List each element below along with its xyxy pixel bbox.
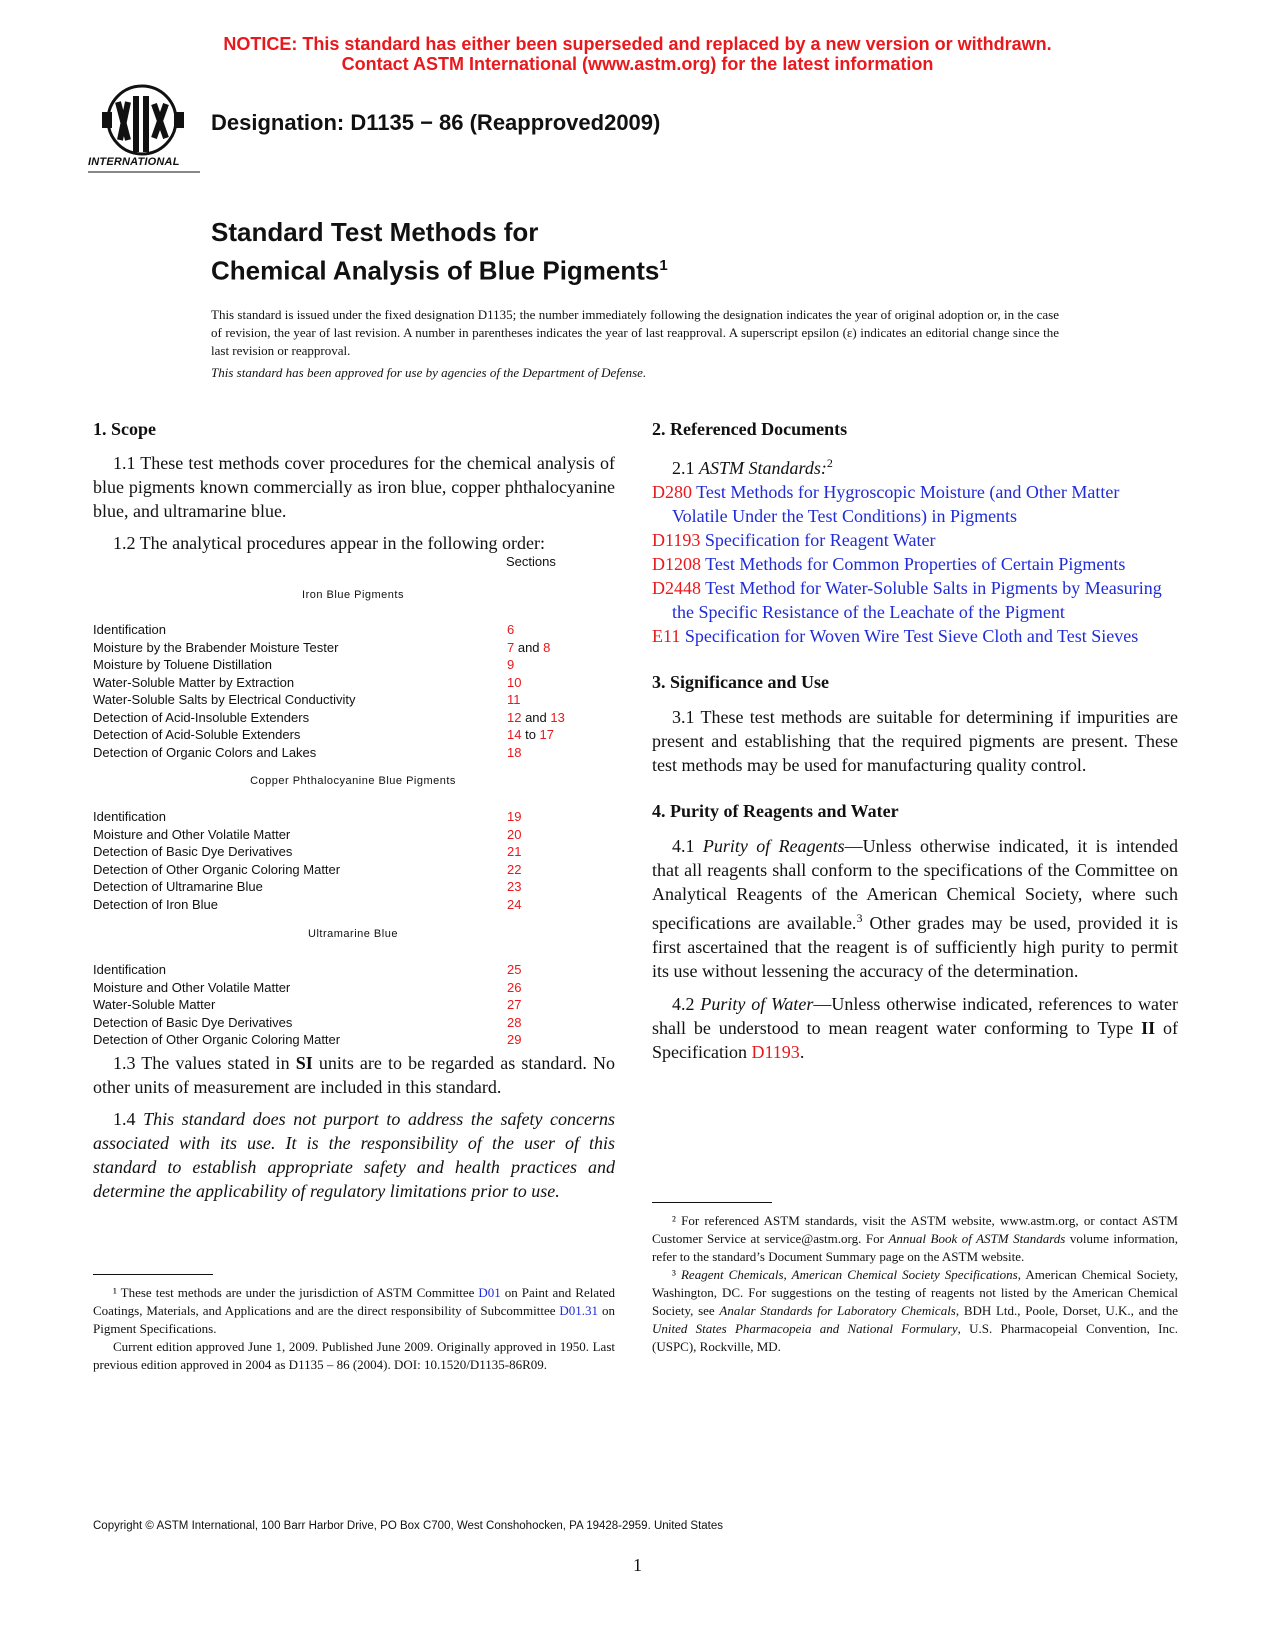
purity-heading: 4. Purity of Reagents and Water [652,801,899,821]
astm-standards-label: 2.1 ASTM Standards:$^2$ [672,456,833,478]
section-link[interactable]: 21 [507,844,522,859]
section-link[interactable]: 19 [507,809,522,824]
issuance-note: This standard is issued under the fixed designation D1135; the number immediately following the designation indicates the year of original adoption or, in the case of revision, the year of last revision. A number in parentheses indicates the year of last reapproval. A superscript epsilon (ε) indicates an editorial change since the last revision or reapproval. [211,307,1059,358]
committee-link[interactable]: D01 [478,1285,501,1300]
section-link[interactable]: 11 [507,692,521,707]
referenced-list [652,480,1178,648]
ref-code-link[interactable]: D1193 [652,530,701,550]
list-item [652,552,1178,576]
group-title-copper-phthalocyanine: Copper Phthalocyanine Blue Pigments [250,775,456,787]
section-link[interactable]: 12 [507,709,522,725]
ref-title-link[interactable]: Specification for Woven Wire Test Sieve Cloth and Test Sieves [680,626,1139,646]
table-row: Water-Soluble Matter by Extraction 10 [93,674,522,690]
section-link[interactable]: 25 [507,962,522,977]
table-row: Identification 25 [93,962,522,977]
section-link[interactable]: 29 [507,1032,522,1047]
scope-section [93,417,615,555]
procedure-table-iron-blue [93,621,613,761]
page-number: 1 [633,1555,642,1575]
ref-title-link[interactable]: Test Methods for Hygroscopic Moisture (and Other Matter Volatile Under the Test Conditions) in Pigments [672,482,1120,526]
list-item [652,528,1178,552]
scope-1-3: 1.3 The values stated in SI units are to be regarded as standard. No other units of measurement are included in this standard. [93,1053,615,1097]
list-item [652,576,1178,624]
table-row: Detection of Other Organic Coloring Matter 22 [93,861,522,877]
footnote-3: ³ Reagent Chemicals, American Chemical Society Specifications, American Chemical Society, Washington, DC. For suggestions on the testing of reagents not listed by the American Chemical Society, see Analar Standards for Laboratory Chemicals, BDH Ltd., Poole, Dorset, U.K., and the United States Pharmacopeia and National Formulary, U.S. Pharmacopeial Convention, Inc. (USPC), Rockville, MD. [652,1267,1178,1354]
section-link[interactable]: 8 [543,639,551,655]
purity-4-2: 4.2 Purity of Water—Unless otherwise indicated, references to water shall be understood to mean reagent water conforming to Type II of Specification D1193. [652,994,1179,1062]
scope-1-4: 1.4 This standard does not purport to address the safety concerns associated with its use. It is the responsibility of the user of this standard to establish appropriate safety and health practices and determine the applicability of regulatory limitations prior to use. [93,1109,616,1201]
significance-3-1: 3.1 These test methods are suitable for determining if impurities are present and establishing that the required pigments are present. These test methods may be used for manufacturing quality control. [652,707,1178,775]
table-row: Water-Soluble Salts by Electrical Conductivity 11 [93,692,521,707]
referenced-heading: 2. Referenced Documents [652,419,848,439]
title-footnote-ref: 1 [659,257,668,274]
title-line-1: Standard Test Methods for [211,217,539,247]
section-link[interactable]: 13 [550,709,565,725]
purity-4-1: 4.1 Purity of Reagents—Unless otherwise indicated, it is intended that all reagents shall conform to the specifications of the Committee on Analytical Reagents of the American Chemical Society, where such specifications are available.$^3$ Other grades may be used, provided it is first ascertained that the reagent is of sufficiently high purity to permit its use without lessening the accuracy of the determination. [652,836,1179,981]
section-link[interactable]: 24 [507,896,522,912]
ref-title-link[interactable]: Specification for Reagent Water [700,530,936,550]
notice-banner [0,34,1275,74]
section-link[interactable]: 18 [507,744,522,760]
scope-1-1: 1.1 These test methods cover procedures for the chemical analysis of blue pigments known commercially as iron blue, copper phthalocyanine blue, and ultramarine blue. [93,453,615,521]
document-title [211,216,668,288]
section-link[interactable]: 22 [507,861,522,877]
scope-heading: 1. Scope [93,419,156,439]
notice-line-1: NOTICE: This standard has either been superseded and replaced by a new version or withdrawn. [223,34,1052,54]
footnote-2: ² For referenced ASTM standards, visit the ASTM website, www.astm.org, or contact ASTM Customer Service at service@astm.org. For Annual Book of ASTM Standards volume information, refer to the standard’s Document Summary page on the ASTM website. [652,1213,1179,1264]
table-row: Moisture and Other Volatile Matter 26 [93,979,522,995]
right-column [652,417,1178,1064]
table-row: Identification 19 [93,809,522,824]
procedure-table-ultramarine [93,961,613,1049]
section-link[interactable]: 7 [507,639,515,655]
table-row: Detection of Acid-Soluble Extenders 14 to 17 [93,727,555,742]
sections-label: Sections [506,554,556,569]
footnote-1: ¹ These test methods are under the jurisdiction of ASTM Committee D01 on Paint and Related Coatings, Materials, and Applications and are the direct responsibility of Subcommittee D01.31 on Pigment Specifications. Current edition approved June 1, 2009. Published June 2009. Originally approved in 1950. Last previous edition approved in 2004 as D1135 – 86 (2004). DOI: 10.1520/D1135-86R09. [93,1285,615,1372]
table-row: Water-Soluble Matter 27 [93,997,522,1012]
ref-code-link[interactable]: D2448 [652,578,701,598]
section-link[interactable]: 28 [507,1014,522,1030]
table-row: Detection of Other Organic Coloring Matter 29 [93,1032,522,1047]
footnote-divider-right [652,1202,772,1203]
list-item [652,624,1178,648]
right-footnotes [652,1212,1178,1356]
title-line-2: Chemical Analysis of Blue Pigments$^1$ [211,255,668,286]
group-title-iron-blue: Iron Blue Pigments [302,589,404,601]
section-link[interactable]: 27 [507,997,522,1012]
table-row: Detection of Acid-Insoluble Extenders 12 and 13 [93,709,565,725]
section-link[interactable]: 20 [507,826,522,842]
group-title-ultramarine: Ultramarine Blue [308,928,398,940]
ref-title-link[interactable]: Test Methods for Common Properties of Certain Pigments [701,554,1126,574]
table-row: Moisture by Toluene Distillation 9 [93,657,515,672]
scope-1-2: 1.2 The analytical procedures appear in the following order: [113,533,546,553]
section-link[interactable]: 17 [539,727,555,742]
section-link[interactable]: 6 [507,622,515,637]
table-row: Identification 6 [93,622,515,637]
ref-code-link[interactable]: E11 [652,626,681,646]
astm-logo [88,82,200,180]
table-row: Detection of Ultramarine Blue 23 [93,879,522,894]
significance-heading: 3. Significance and Use [652,672,830,692]
logo-text: INTERNATIONAL [88,156,180,168]
subcommittee-link[interactable]: D01.31 [559,1303,599,1318]
table-row: Detection of Organic Colors and Lakes 18 [93,744,522,760]
dod-approval-note: This standard has been approved for use by agencies of the Department of Defense. [211,365,647,380]
scope-continued [93,1051,615,1203]
table-row: Detection of Basic Dye Derivatives 28 [93,1014,522,1030]
procedure-table-copper-phthalocyanine [93,808,613,913]
footnote-divider-left [93,1274,213,1275]
section-link[interactable]: 26 [507,979,522,995]
d1193-link[interactable]: D1193 [751,1042,800,1062]
ref-code-link[interactable]: D280 [652,482,692,502]
table-row: Detection of Iron Blue 24 [93,896,522,912]
section-link[interactable]: 9 [507,657,515,672]
list-item [652,480,1178,528]
section-link[interactable]: 10 [507,674,522,690]
table-row: Moisture and Other Volatile Matter 20 [93,826,522,842]
table-row: Moisture by the Brabender Moisture Tester 7 and 8 [93,639,551,655]
notice-line-2: Contact ASTM International (www.astm.org) for the latest information [341,54,934,74]
ref-code-link[interactable]: D1208 [652,554,701,574]
table-row: Detection of Basic Dye Derivatives 21 [93,844,522,859]
section-link[interactable]: 23 [507,879,522,894]
designation: Designation: D1135 − 86 (Reapproved2009) [211,110,661,135]
ref-title-link[interactable]: Test Method for Water-Soluble Salts in Pigments by Measuring the Specific Resistance of the Leachate of the Pigment [672,578,1162,622]
copyright: Copyright © ASTM International, 100 Barr Harbor Drive, PO Box C700, West Conshohocken, PA 19428-2959. United States [93,1520,724,1532]
section-link[interactable]: 14 [507,727,522,742]
